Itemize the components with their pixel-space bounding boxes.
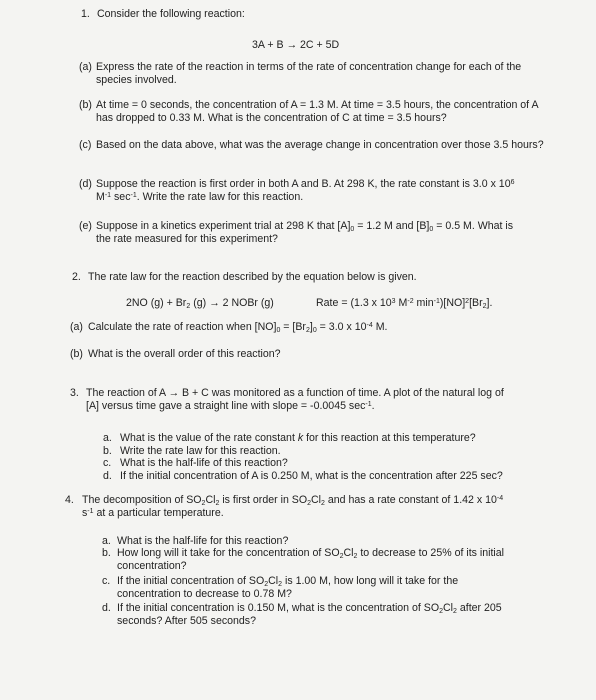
q1d-label: (d) xyxy=(79,178,92,190)
q1b-text: At time = 0 seconds, the concentration of A = 1.3 M. At time = 3.5 hours, the concentration of A has dropped to 0.33 M. What is the concentration of C at time = 3.5 hours? xyxy=(96,99,538,124)
q1a-text: Express the rate of the reaction in terms of the rate of concentration change for each of the species involved. xyxy=(96,61,522,86)
q1-number: 1. xyxy=(81,8,90,20)
q2b-text: What is the overall order of this reaction? xyxy=(88,348,281,360)
q1d-text: Suppose the reaction is first order in both A and B. At 298 K, the rate constant is 3.0 x $10^6$ $M^{-1}$ $\sec^{-1}$. Write the rate law for this reaction. xyxy=(96,178,515,203)
q3-subquestions xyxy=(103,432,563,482)
q4b-text: How long will it take for the concentration of $SO_2Cl_2$ to decrease to 25% of its initial concentration? xyxy=(117,547,505,572)
q2-reaction-equation: 2NO $(g) + Br_2$ (g) → 2 NOBr (g) xyxy=(126,297,274,310)
q2-rate-law: Rate = (1.3 x $10^3$ $M^{-2}$ $\min^{-1})[NO]^2[Br_2]$. xyxy=(316,297,493,310)
q1e-text: Suppose in a kinetics experiment trial at 298 K that $[A]_0 = 1.2$ M and $[B]_0 = 0.5$ M. What is the rate measured for this experiment? xyxy=(96,220,514,245)
q2-heading: The rate law for the reaction described by the equation below is given. xyxy=(88,271,417,283)
q4c-label: c. xyxy=(102,575,111,587)
q1a-label: (a) xyxy=(79,61,92,73)
q4a-label: a. xyxy=(102,535,111,547)
list-item: b. Write the rate law for this reaction. xyxy=(103,444,281,457)
q4d-text: If the initial concentration is 0.150 M, what is the concentration of $SO_2Cl_2$ after 205 seconds? After 505 seconds? xyxy=(117,602,502,627)
list-item: a. What is the value of the rate constant k for this reaction at this temperature? xyxy=(103,432,476,444)
q3-number: 3. xyxy=(70,387,79,399)
q2a-text: Calculate the rate of reaction when $[NO]_0 = [Br_2]_0 = 3.0$ x $10^{-4}$ M. xyxy=(88,321,388,334)
q2-number: 2. xyxy=(72,271,81,283)
q4-number: 4. xyxy=(65,494,74,506)
q1c-text: Based on the data above, what was the average change in concentration over those 3.5 hours? xyxy=(96,139,544,151)
q1-heading: Consider the following reaction: xyxy=(97,8,245,20)
q4b-label: b. xyxy=(102,547,111,559)
q4d-label: d. xyxy=(102,602,111,614)
q4c-text: If the initial concentration of $SO_2Cl_2$ is 1.00 M, how long will it take for the concentration to decrease to 0.78 M? xyxy=(117,575,459,600)
q1-reaction-equation: 3A + B → 2C + 5D xyxy=(252,39,340,51)
q1e-label: (e) xyxy=(79,220,92,232)
list-item: d. If the initial concentration of A is 0.250 M, what is the concentration after 225 sec? xyxy=(103,469,503,482)
q1c-label: (c) xyxy=(79,139,92,151)
q2a-label: (a) xyxy=(70,321,83,333)
q1b-label: (b) xyxy=(79,99,92,111)
q4a-text: What is the half-life for this reaction? xyxy=(117,535,289,547)
q4-heading: The decomposition of $SO_2Cl_2$ is first order in $SO_2Cl_2$ and has a rate constant of 1.42 x $10^{-4}$ $s^{-1}$ at a particular temperature. xyxy=(82,494,504,519)
list-item: c. What is the half-life of this reaction? xyxy=(103,457,288,470)
q2b-label: (b) xyxy=(70,348,83,360)
q3-heading: The reaction of A → B + C was monitored as a function of time. A plot of the natural log of [A] versus time gave a straight line with slope = -0.0045 $\sec^{-1}$. xyxy=(86,387,504,412)
